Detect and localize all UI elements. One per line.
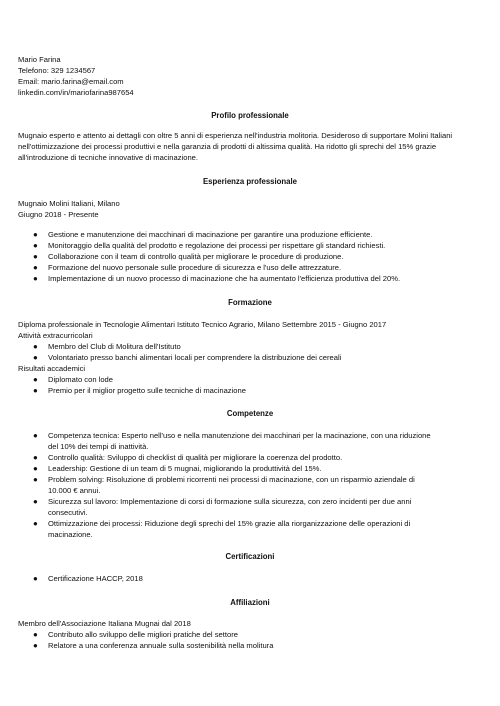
education-heading: Formazione <box>228 298 272 307</box>
contact-name: Mario Farina <box>18 55 61 64</box>
certifications-section <box>18 573 482 584</box>
experience-list <box>18 229 482 284</box>
bullet-icon: ● <box>33 241 38 250</box>
bullet-icon: ● <box>33 230 38 239</box>
profile-text: Mugnaio esperto e attento ai dettagli con oltre 5 anni di esperienza nell'industria molitoria. Desideroso di supportare Molini Italiani nell'ottimizzazione dei processi produttivi e nella garanzia di prodotti di altissima qualità. Ha ridotto gli sprechi del 15% grazie all'introduzione di tecniche innovative di macinazione. <box>18 131 453 162</box>
affiliations-list <box>18 629 482 651</box>
profile-heading: Profilo professionale <box>211 111 289 120</box>
results-label: Risultati accademici <box>18 364 86 373</box>
affiliation-membership: Membro dell'Associazione Italiana Mugnai dal 2018 <box>18 619 191 628</box>
bullet-icon: ● <box>33 263 38 272</box>
bullet-icon: ● <box>33 641 38 650</box>
contact-block <box>18 54 482 98</box>
list-item: ● Premio per il miglior progetto sulle tecniche di macinazione <box>33 386 246 395</box>
experience-period: Giugno 2018 - Presente <box>18 210 99 219</box>
list-item: ● Certificazione HACCP, 2018 <box>33 574 143 583</box>
list-item: ● Volontariato presso banchi alimentari locali per comprendere la distribuzione dei cereali <box>33 353 342 362</box>
list-item: ● Formazione del nuovo personale sulle procedure di sicurezza e l'uso delle attrezzature. <box>33 263 342 272</box>
extracurricular-label: Attività extracurricolari <box>18 331 93 340</box>
bullet-icon: ● <box>33 342 38 351</box>
skills-heading: Competenze <box>226 409 274 418</box>
list-item: ● Sicurezza sul lavoro: Implementazione di corsi di formazione sulla sicurezza, con zero incidenti per due anni consecutivi. <box>33 497 412 517</box>
bullet-icon: ● <box>33 630 38 639</box>
profile-section <box>18 130 488 163</box>
bullet-icon: ● <box>33 464 38 473</box>
bullet-icon: ● <box>33 431 38 440</box>
list-item: ● Relatore a una conferenza annuale sulla sostenibilità nella molitura <box>33 641 274 650</box>
list-item: ● Problem solving: Risoluzione di problemi ricorrenti nei processi di macinazione, con un risparmio aziendale di 10.000 € annui. <box>33 475 415 495</box>
affiliations-section <box>18 618 482 651</box>
contact-linkedin: linkedin.com/in/mariofarina987654 <box>18 88 134 97</box>
bullet-icon: ● <box>33 252 38 261</box>
list-item: ● Leadership: Gestione di un team di 5 mugnai, migliorando la produttività del 15%. <box>33 464 322 473</box>
list-item: ● Gestione e manutenzione dei macchinari di macinazione per garantire una produzione efficiente. <box>33 230 373 239</box>
list-item: ● Implementazione di un nuovo processo di macinazione che ha aumentato l'efficienza produttiva del 20%. <box>33 274 401 283</box>
bullet-icon: ● <box>33 475 38 484</box>
bullet-icon: ● <box>33 353 38 362</box>
list-item: ● Contributo allo sviluppo delle migliori pratiche del settore <box>33 630 238 639</box>
certifications-heading: Certificazioni <box>225 552 275 561</box>
contact-email: Email: mario.farina@email.com <box>18 77 124 86</box>
list-item: ● Controllo qualità: Sviluppo di checklist di qualità per migliorare la coerenza del prodotto. <box>33 453 343 462</box>
education-degree: Diploma professionale in Tecnologie Alimentari Istituto Tecnico Agrario, Milano Settembre 2015 - Giugno 2017 <box>18 320 387 329</box>
affiliations-heading: Affiliazioni <box>230 598 270 607</box>
skills-list <box>18 430 482 540</box>
list-item: ● Collaborazione con il team di controllo qualità per migliorare le procedure di produzione. <box>33 252 344 261</box>
experience-employer: Mugnaio Molini Italiani, Milano <box>18 199 120 208</box>
bullet-icon: ● <box>33 274 38 283</box>
list-item: ● Ottimizzazione dei processi: Riduzione degli sprechi del 15% grazie alla riorganizzazione delle operazioni di macinazione. <box>33 519 411 539</box>
list-item: ● Diplomato con lode <box>33 375 114 384</box>
bullet-icon: ● <box>33 453 38 462</box>
bullet-icon: ● <box>33 386 38 395</box>
results-list <box>18 374 482 396</box>
education-section <box>18 319 482 396</box>
certifications-list <box>18 573 482 584</box>
contact-phone: Telefono: 329 1234567 <box>18 66 96 75</box>
bullet-icon: ● <box>33 574 38 583</box>
experience-section <box>18 198 482 220</box>
experience-bullets <box>18 229 482 284</box>
extracurricular-list <box>18 341 482 363</box>
bullet-icon: ● <box>33 375 38 384</box>
bullet-icon: ● <box>33 497 38 506</box>
bullet-icon: ● <box>33 519 38 528</box>
list-item: ● Membro del Club di Molitura dell'Istituto <box>33 342 181 351</box>
experience-heading: Esperienza professionale <box>202 177 298 186</box>
list-item: ● Monitoraggio della qualità del prodotto e regolazione dei processi per rispettare gli standard richiesti. <box>33 241 386 250</box>
list-item: ● Competenza tecnica: Esperto nell'uso e nella manutenzione dei macchinari per la macinazione, con una riduzione del 10% dei tempi di inattività. <box>33 431 431 451</box>
skills-section <box>18 430 482 540</box>
